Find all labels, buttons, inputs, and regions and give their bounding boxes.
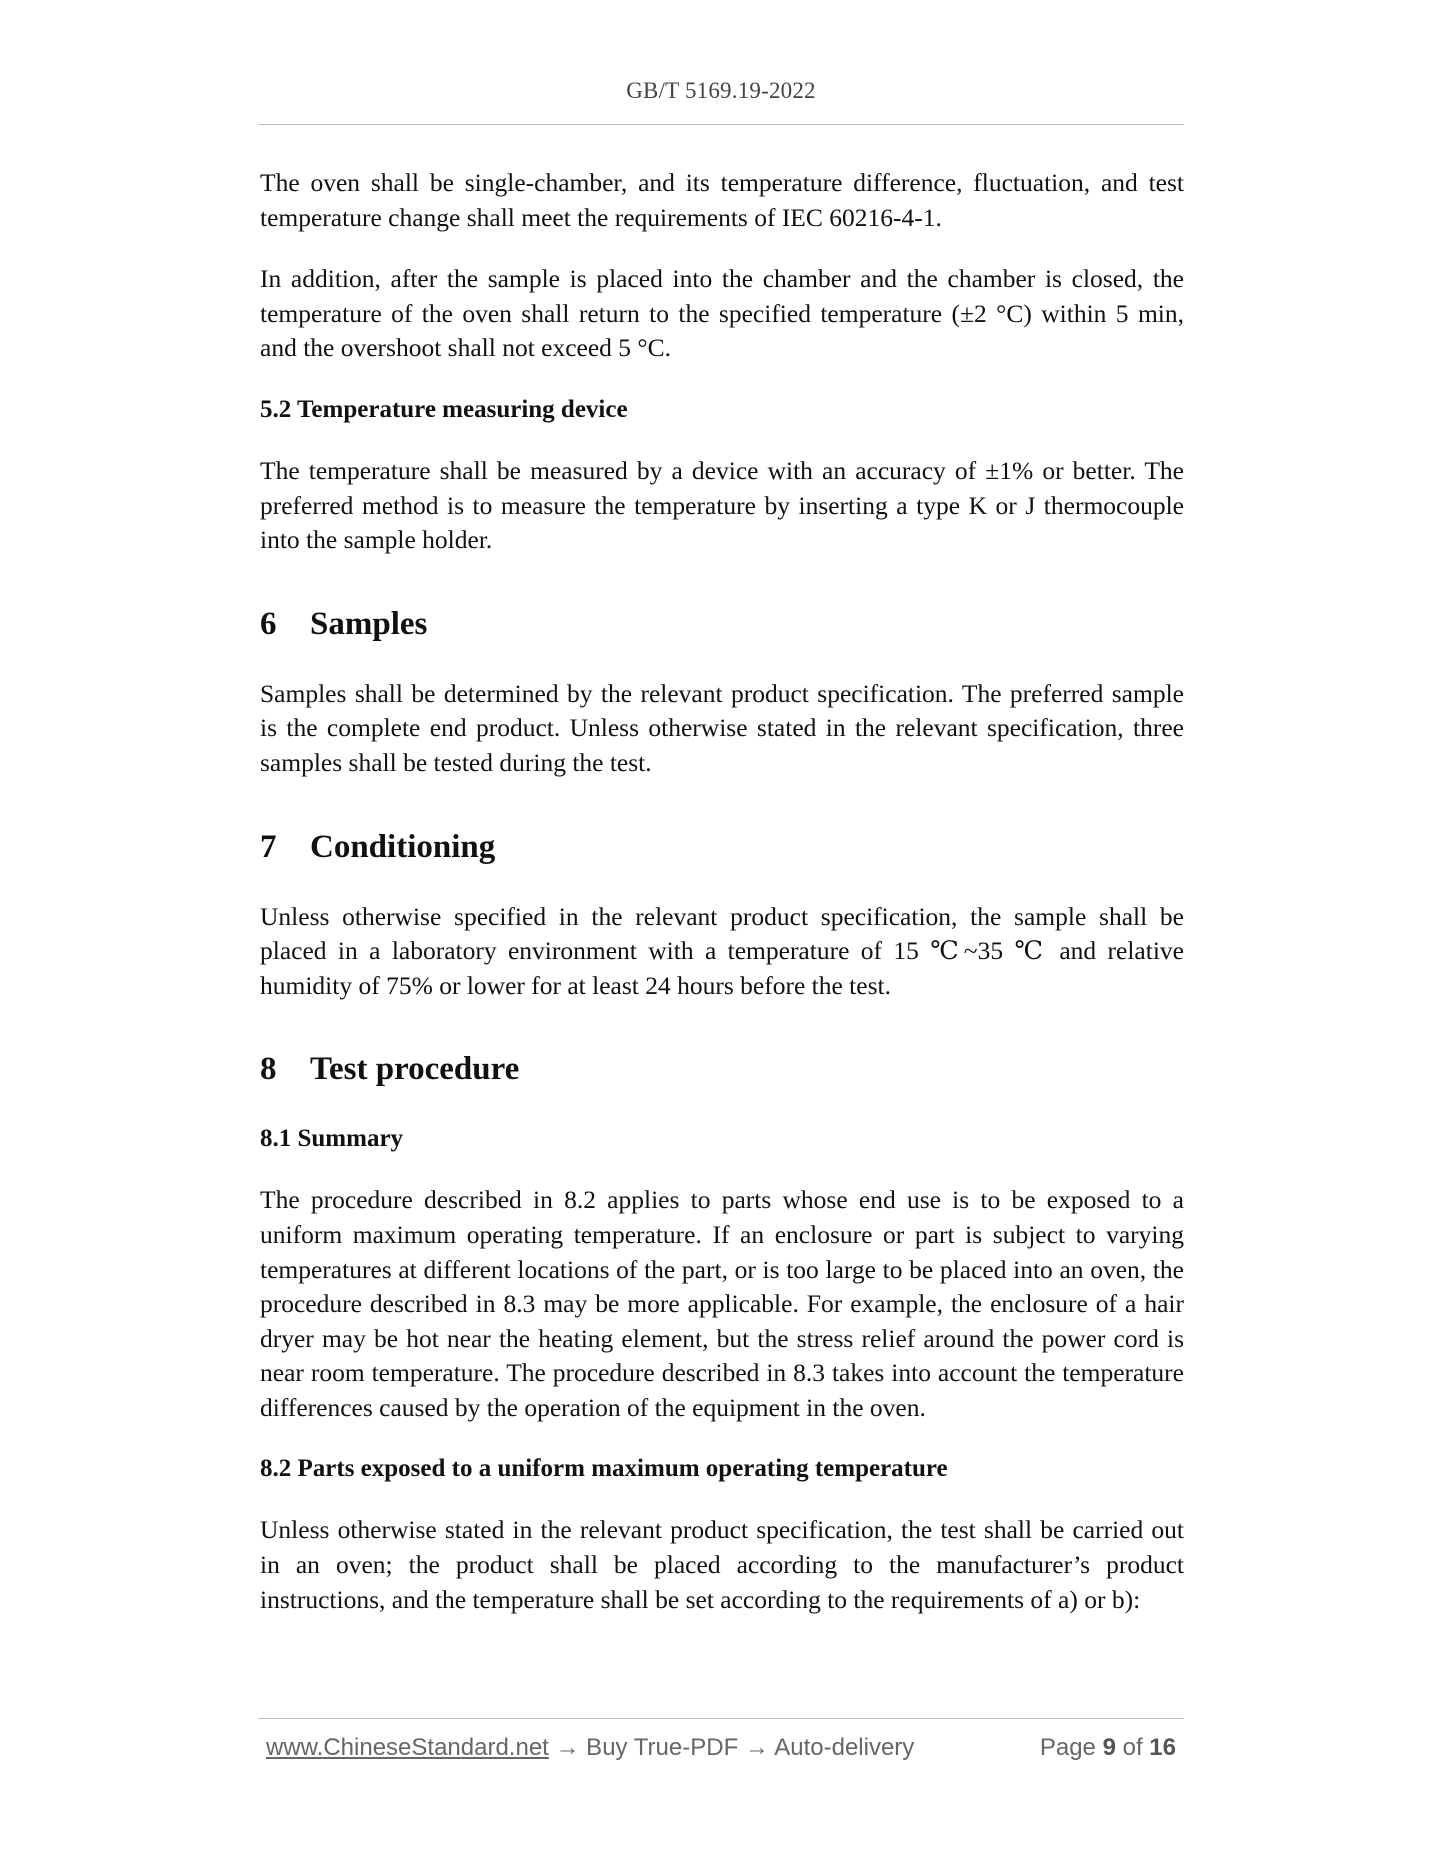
subsection-heading-5-2: 5.2 Temperature measuring device <box>260 395 628 423</box>
page-number: 9 <box>1102 1734 1116 1761</box>
paragraph: Unless otherwise stated in the relevant product specification, the test shall be carried out in an oven; the product shall be placed according to the manufacturer’s product instructions, and the temperature shall be set according to the requirements of a) or b): <box>260 1515 1184 1614</box>
section-title: Samples <box>310 605 428 642</box>
section-number: 7 <box>260 828 277 865</box>
paragraph: Unless otherwise specified in the relevant product specification, the sample shall be placed in a laboratory environment with a temperature of 15 ℃~35 ℃ and relative humidity of 75% or lower for at least 24 hours before the test. <box>260 901 1184 1000</box>
page-indicator <box>1040 1734 1176 1762</box>
subsection-heading-8-1: 8.1 Summary <box>260 1125 404 1153</box>
paragraph: The oven shall be single-chamber, and its temperature difference, fluctuation, and test temperature change shall meet the requirements of IEC 60216-4-1. <box>260 168 1184 232</box>
section-heading-8 <box>260 1047 1184 1091</box>
header-divider <box>258 124 1184 125</box>
section-number: 8 <box>260 1051 277 1088</box>
section-heading-6 <box>260 602 1184 646</box>
section-number: 6 <box>260 605 277 642</box>
section-heading-7 <box>260 825 1184 869</box>
subsection-heading-8-2: 8.2 Parts exposed to a uniform maximum operating temperature <box>260 1455 948 1483</box>
page-total: 16 <box>1149 1734 1176 1761</box>
footer-promo <box>266 1734 914 1762</box>
paragraph: In addition, after the sample is placed into the chamber and the chamber is closed, the temperature of the oven shall return to the specified temperature (±2 °C) within 5 min, and the overshoot shall not exceed 5 °C. <box>260 264 1184 363</box>
footer-divider <box>258 1718 1184 1719</box>
page-footer <box>266 1734 1176 1762</box>
section-title: Test procedure <box>310 1051 520 1088</box>
document-body <box>260 166 1184 1644</box>
website-link[interactable]: www.ChineseStandard.net <box>266 1734 549 1761</box>
section-title: Conditioning <box>310 828 496 865</box>
page-label: Page <box>1039 1734 1096 1761</box>
of-label: of <box>1122 1734 1143 1761</box>
page-header: GB/T 5169.19-2022 <box>626 78 816 103</box>
footer-tagline: → Buy True-PDF → Auto-delivery <box>555 1734 915 1761</box>
paragraph: The temperature shall be measured by a device with an accuracy of ±1% or better. The preferred method is to measure the temperature by inserting a type K or J thermocouple into the sample holder. <box>260 455 1184 555</box>
paragraph: The procedure described in 8.2 applies to parts whose end use is to be exposed to a uniform maximum operating temperature. If an enclosure or part is subject to varying temperatures at different locations of the part, or is too large to be placed into an oven, the procedure described in 8.3 may be more applicable. For example, the enclosure of a hair dryer may be hot near the heating element, but the stress relief around the power cord is near room temperature. The procedure described in 8.3 takes into account the temperature differences caused by the operation of the equipment in the oven. <box>260 1185 1184 1422</box>
paragraph: Samples shall be determined by the relevant product specification. The preferred sample is the complete end product. Unless otherwise stated in the relevant specification, three samples shall be tested during the test. <box>260 678 1184 777</box>
